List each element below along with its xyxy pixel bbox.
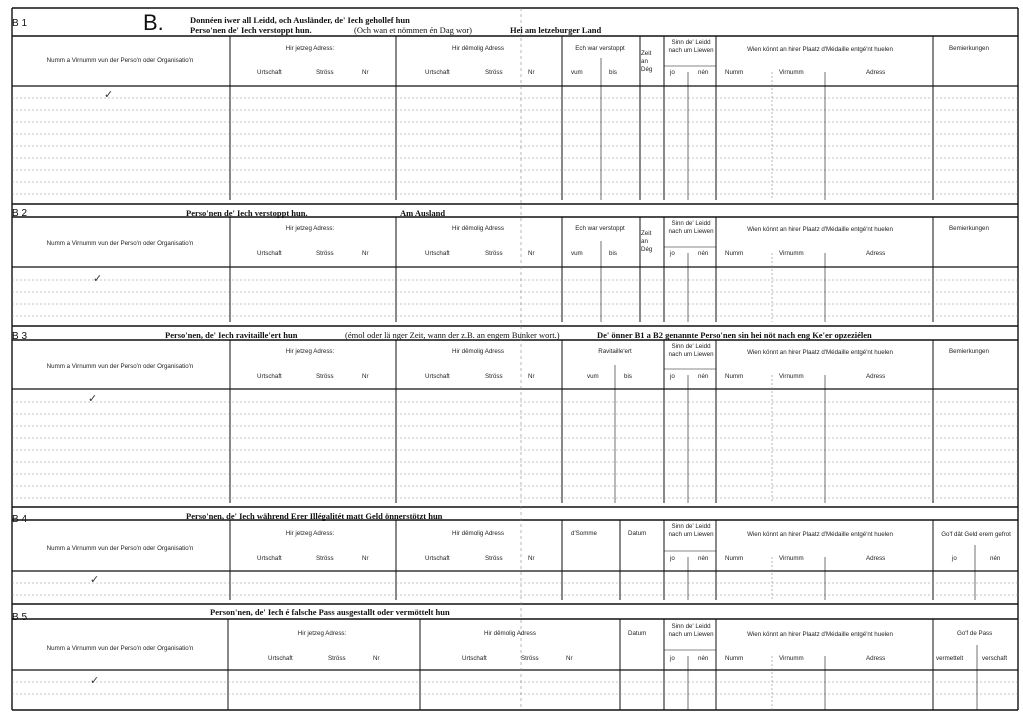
col-bis: bis xyxy=(609,250,617,257)
section-title: Person'nen, de' Iech é falsche Pass ausgestallt oder vermöttelt hun xyxy=(210,607,450,617)
col-numm: Numm xyxy=(725,373,744,380)
col-nen: nén xyxy=(990,555,1001,562)
col-stross: Ströss xyxy=(485,250,503,257)
section-code: B 4 xyxy=(12,514,28,525)
col-adress: Adress xyxy=(866,655,886,662)
col-nen: nén xyxy=(698,69,709,76)
col-ortschaft: Urtschaft xyxy=(257,373,282,380)
col-former-address: Hir dêmolig Adress xyxy=(452,530,504,537)
section-extra: Am Ausland xyxy=(400,208,446,218)
col-jo: jo xyxy=(670,555,675,562)
col-somme: d'Somme xyxy=(571,530,597,537)
col-nr: Nr xyxy=(362,555,369,562)
col-jo: jo xyxy=(670,655,675,662)
col-current-address: Hir jetzeg Adress: xyxy=(285,348,335,355)
col-nr: Nr xyxy=(528,250,535,257)
col-alive: Sinn de' Leidd nach um Liewen xyxy=(668,623,714,638)
section-title: Perso'nen, de' Iech ravitaille'ert hun xyxy=(165,330,298,340)
col-former-address: Hir dêmolig Adress xyxy=(452,348,504,355)
col-name: Numm a Virnumm vun der Perso'n oder Organisatio'n xyxy=(46,363,194,370)
col-medal: Wien könnt an hirer Plaatz d'Médaille entgé'nt huelen xyxy=(747,46,893,53)
col-jo: jo xyxy=(670,373,675,380)
col-pass: Go'f de Pass xyxy=(957,630,993,637)
col-stross: Ströss xyxy=(485,555,503,562)
col-stross: Ströss xyxy=(328,655,346,662)
check-mark: ✓ xyxy=(90,675,100,687)
section-extra: De' önner B1 a B2 genannte Perso'nen sin hei nöt nach eng Ke'er opzeziélen xyxy=(597,330,872,340)
col-stross: Ströss xyxy=(316,69,334,76)
section-note: (Och wan et nömmen én Dag wor) xyxy=(354,25,473,35)
col-current-address: Hir jetzeg Adress: xyxy=(285,225,335,232)
col-ortschaft: Urtschaft xyxy=(257,69,282,76)
col-nr: Nr xyxy=(566,655,573,662)
col-stross: Ströss xyxy=(485,373,503,380)
col-vum: vum xyxy=(571,250,583,257)
col-ortschaft: Urtschaft xyxy=(425,373,450,380)
col-datum: Datum xyxy=(628,630,647,637)
col-vermettelt: vermettelt xyxy=(936,655,964,662)
col-adress: Adress xyxy=(866,373,886,380)
col-stross: Ströss xyxy=(521,655,539,662)
col-alive: Sinn de' Leidd nach um Liewen xyxy=(668,523,714,538)
section-title: Perso'nen de' Iech verstoppt hun. xyxy=(186,208,308,218)
col-virnumm: Virnumm xyxy=(779,373,804,380)
col-bis: bis xyxy=(624,373,632,380)
section-code: B 3 xyxy=(12,331,28,342)
col-vum: vum xyxy=(587,373,599,380)
section-title: Perso'nen, de' Iech während Erer Illégalitét matt Geld önnerstötzt hun xyxy=(186,511,443,521)
col-jo: jo xyxy=(670,69,675,76)
col-ortschaft: Urtschaft xyxy=(257,250,282,257)
col-medal: Wien könnt an hirer Plaatz d'Médaille entgé'nt huelen xyxy=(747,531,893,538)
col-nr: Nr xyxy=(528,555,535,562)
col-remarks: Bemierkungen xyxy=(949,45,989,52)
col-virnumm: Virnumm xyxy=(779,555,804,562)
section-subtitle: Perso'nen de' Iech verstoppt hun. xyxy=(190,25,312,35)
col-hidden: Ech war verstoppt xyxy=(575,45,625,52)
section-code: B 1 xyxy=(12,18,28,29)
col-ortschaft: Urtschaft xyxy=(268,655,293,662)
col-alive: Sinn de' Leidd nach um Liewen xyxy=(668,343,714,358)
col-vum: vum xyxy=(571,69,583,76)
col-current-address: Hir jetzeg Adress: xyxy=(285,530,335,537)
col-jo: jo xyxy=(952,555,957,562)
col-nen: nén xyxy=(698,250,709,257)
col-ortschaft: Urtschaft xyxy=(257,555,282,562)
col-adress: Adress xyxy=(866,250,886,257)
check-mark: ✓ xyxy=(93,273,103,285)
col-virnumm: Virnumm xyxy=(779,69,804,76)
col-zeit: Zeit an Dég xyxy=(641,50,653,73)
col-nen: nén xyxy=(698,373,709,380)
section-title: Donnéen iwer all Leidd, och Ausländer, de' Iech gehollef hun xyxy=(190,15,410,25)
col-medal: Wien könnt an hirer Plaatz d'Médaille entgé'nt huelen xyxy=(747,226,893,233)
col-stross: Ströss xyxy=(316,373,334,380)
col-nr: Nr xyxy=(373,655,380,662)
check-mark: ✓ xyxy=(88,393,98,405)
col-remarks: Bemierkungen xyxy=(949,348,989,355)
col-medal: Wien könnt an hirer Plaatz d'Médaille entgé'nt huelen xyxy=(747,631,893,638)
col-alive: Sinn de' Leidd nach um Liewen xyxy=(668,39,714,54)
col-stross: Ströss xyxy=(485,69,503,76)
col-datum: Datum xyxy=(628,530,647,537)
col-current-address: Hir jetzeg Adress: xyxy=(297,630,347,637)
col-name: Numm a Virnumm vun der Perso'n oder Organisatio'n xyxy=(46,57,194,64)
col-numm: Numm xyxy=(725,69,744,76)
col-zeit: Zeit an Dég xyxy=(641,230,653,253)
col-ortschaft: Urtschaft xyxy=(425,250,450,257)
col-nr: Nr xyxy=(362,69,369,76)
col-nr: Nr xyxy=(528,69,535,76)
col-ravitailleert: Ravitaille'ert xyxy=(598,348,632,355)
col-jo: jo xyxy=(670,250,675,257)
col-hidden: Ech war verstoppt xyxy=(575,225,625,232)
col-ortschaft: Urtschaft xyxy=(425,69,450,76)
section-code: B 2 xyxy=(12,208,28,219)
col-adress: Adress xyxy=(866,555,886,562)
form-letter: B. xyxy=(143,10,164,35)
col-current-address: Hir jetzeg Adress: xyxy=(285,45,335,52)
col-alive: Sinn de' Leidd nach um Liewen xyxy=(668,220,714,235)
col-virnumm: Virnumm xyxy=(779,250,804,257)
col-former-address: Hir dêmolig Adress xyxy=(452,45,504,52)
col-medal: Wien könnt an hirer Plaatz d'Médaille entgé'nt huelen xyxy=(747,349,893,356)
col-verschaft: verschaft xyxy=(982,655,1008,662)
col-former-address: Hir dêmolig Adress xyxy=(484,630,536,637)
section-code: B 5 xyxy=(12,612,28,623)
col-virnumm: Virnumm xyxy=(779,655,804,662)
col-name: Numm a Virnumm vun der Perso'n oder Organisatio'n xyxy=(46,545,194,552)
col-remarks: Bemierkungen xyxy=(949,225,989,232)
col-nr: Nr xyxy=(362,250,369,257)
col-numm: Numm xyxy=(725,250,744,257)
col-name: Numm a Virnumm vun der Perso'n oder Organisatio'n xyxy=(46,645,194,652)
col-ortschaft: Urtschaft xyxy=(462,655,487,662)
section-note: (émol oder lä nger Zeit, wann der z.B. an engem Bunker wort.) xyxy=(345,330,560,340)
col-bis: bis xyxy=(609,69,617,76)
col-adress: Adress xyxy=(866,69,886,76)
col-nr: Nr xyxy=(362,373,369,380)
col-money-reclaimed: Go'f dât Geld erem gefrot xyxy=(941,531,1011,538)
col-nen: nén xyxy=(698,655,709,662)
col-name: Numm a Virnumm vun der Perso'n oder Organisatio'n xyxy=(46,240,194,247)
check-mark: ✓ xyxy=(90,574,100,586)
col-former-address: Hir dêmolig Adress xyxy=(452,225,504,232)
col-ortschaft: Urtschaft xyxy=(425,555,450,562)
col-nr: Nr xyxy=(528,373,535,380)
col-stross: Ströss xyxy=(316,250,334,257)
col-numm: Numm xyxy=(725,555,744,562)
check-mark: ✓ xyxy=(104,89,114,101)
col-numm: Numm xyxy=(725,655,744,662)
col-stross: Ströss xyxy=(316,555,334,562)
section-extra: Hei am letzeburger Land xyxy=(510,25,602,35)
col-nen: nén xyxy=(698,555,709,562)
